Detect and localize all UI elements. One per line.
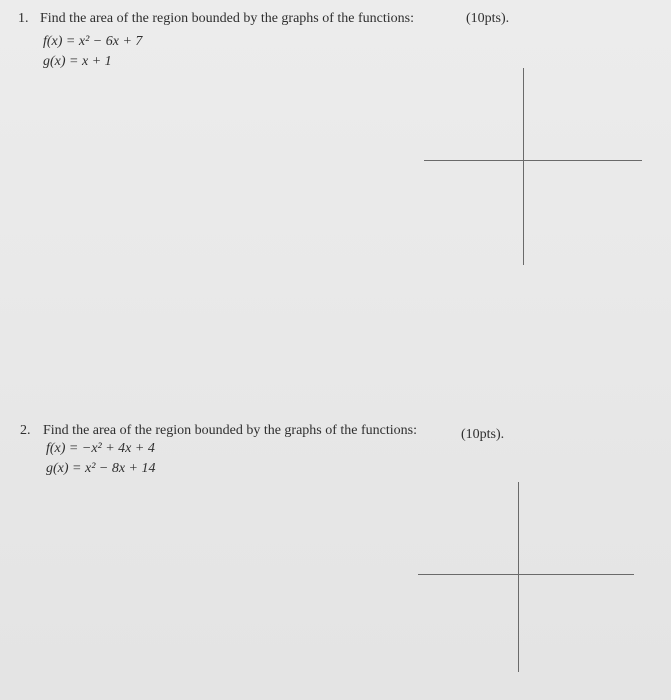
problem-1-number: 1. [18, 11, 29, 26]
problem-2-prompt: Find the area of the region bounded by the graphs of the functions: [43, 423, 418, 438]
problem-2-x-axis [418, 574, 634, 575]
problem-1-g-equation: g(x) = x + 1 [43, 54, 112, 69]
problem-2-number: 2. [20, 423, 31, 438]
problem-2-y-axis [518, 482, 519, 672]
problem-1-x-axis [424, 160, 642, 161]
problem-1-prompt: Find the area of the region bounded by the graphs of the functions: [40, 11, 415, 26]
problem-2-f-equation: f(x) = −x² + 4x + 4 [46, 441, 155, 456]
problem-2-points: (10pts). [461, 427, 505, 442]
problem-2-g-equation: g(x) = x² − 8x + 14 [46, 461, 156, 476]
problem-1-f-equation: f(x) = x² − 6x + 7 [43, 34, 143, 49]
problem-1-y-axis [523, 68, 524, 265]
problem-1-points: (10pts). [466, 11, 510, 26]
